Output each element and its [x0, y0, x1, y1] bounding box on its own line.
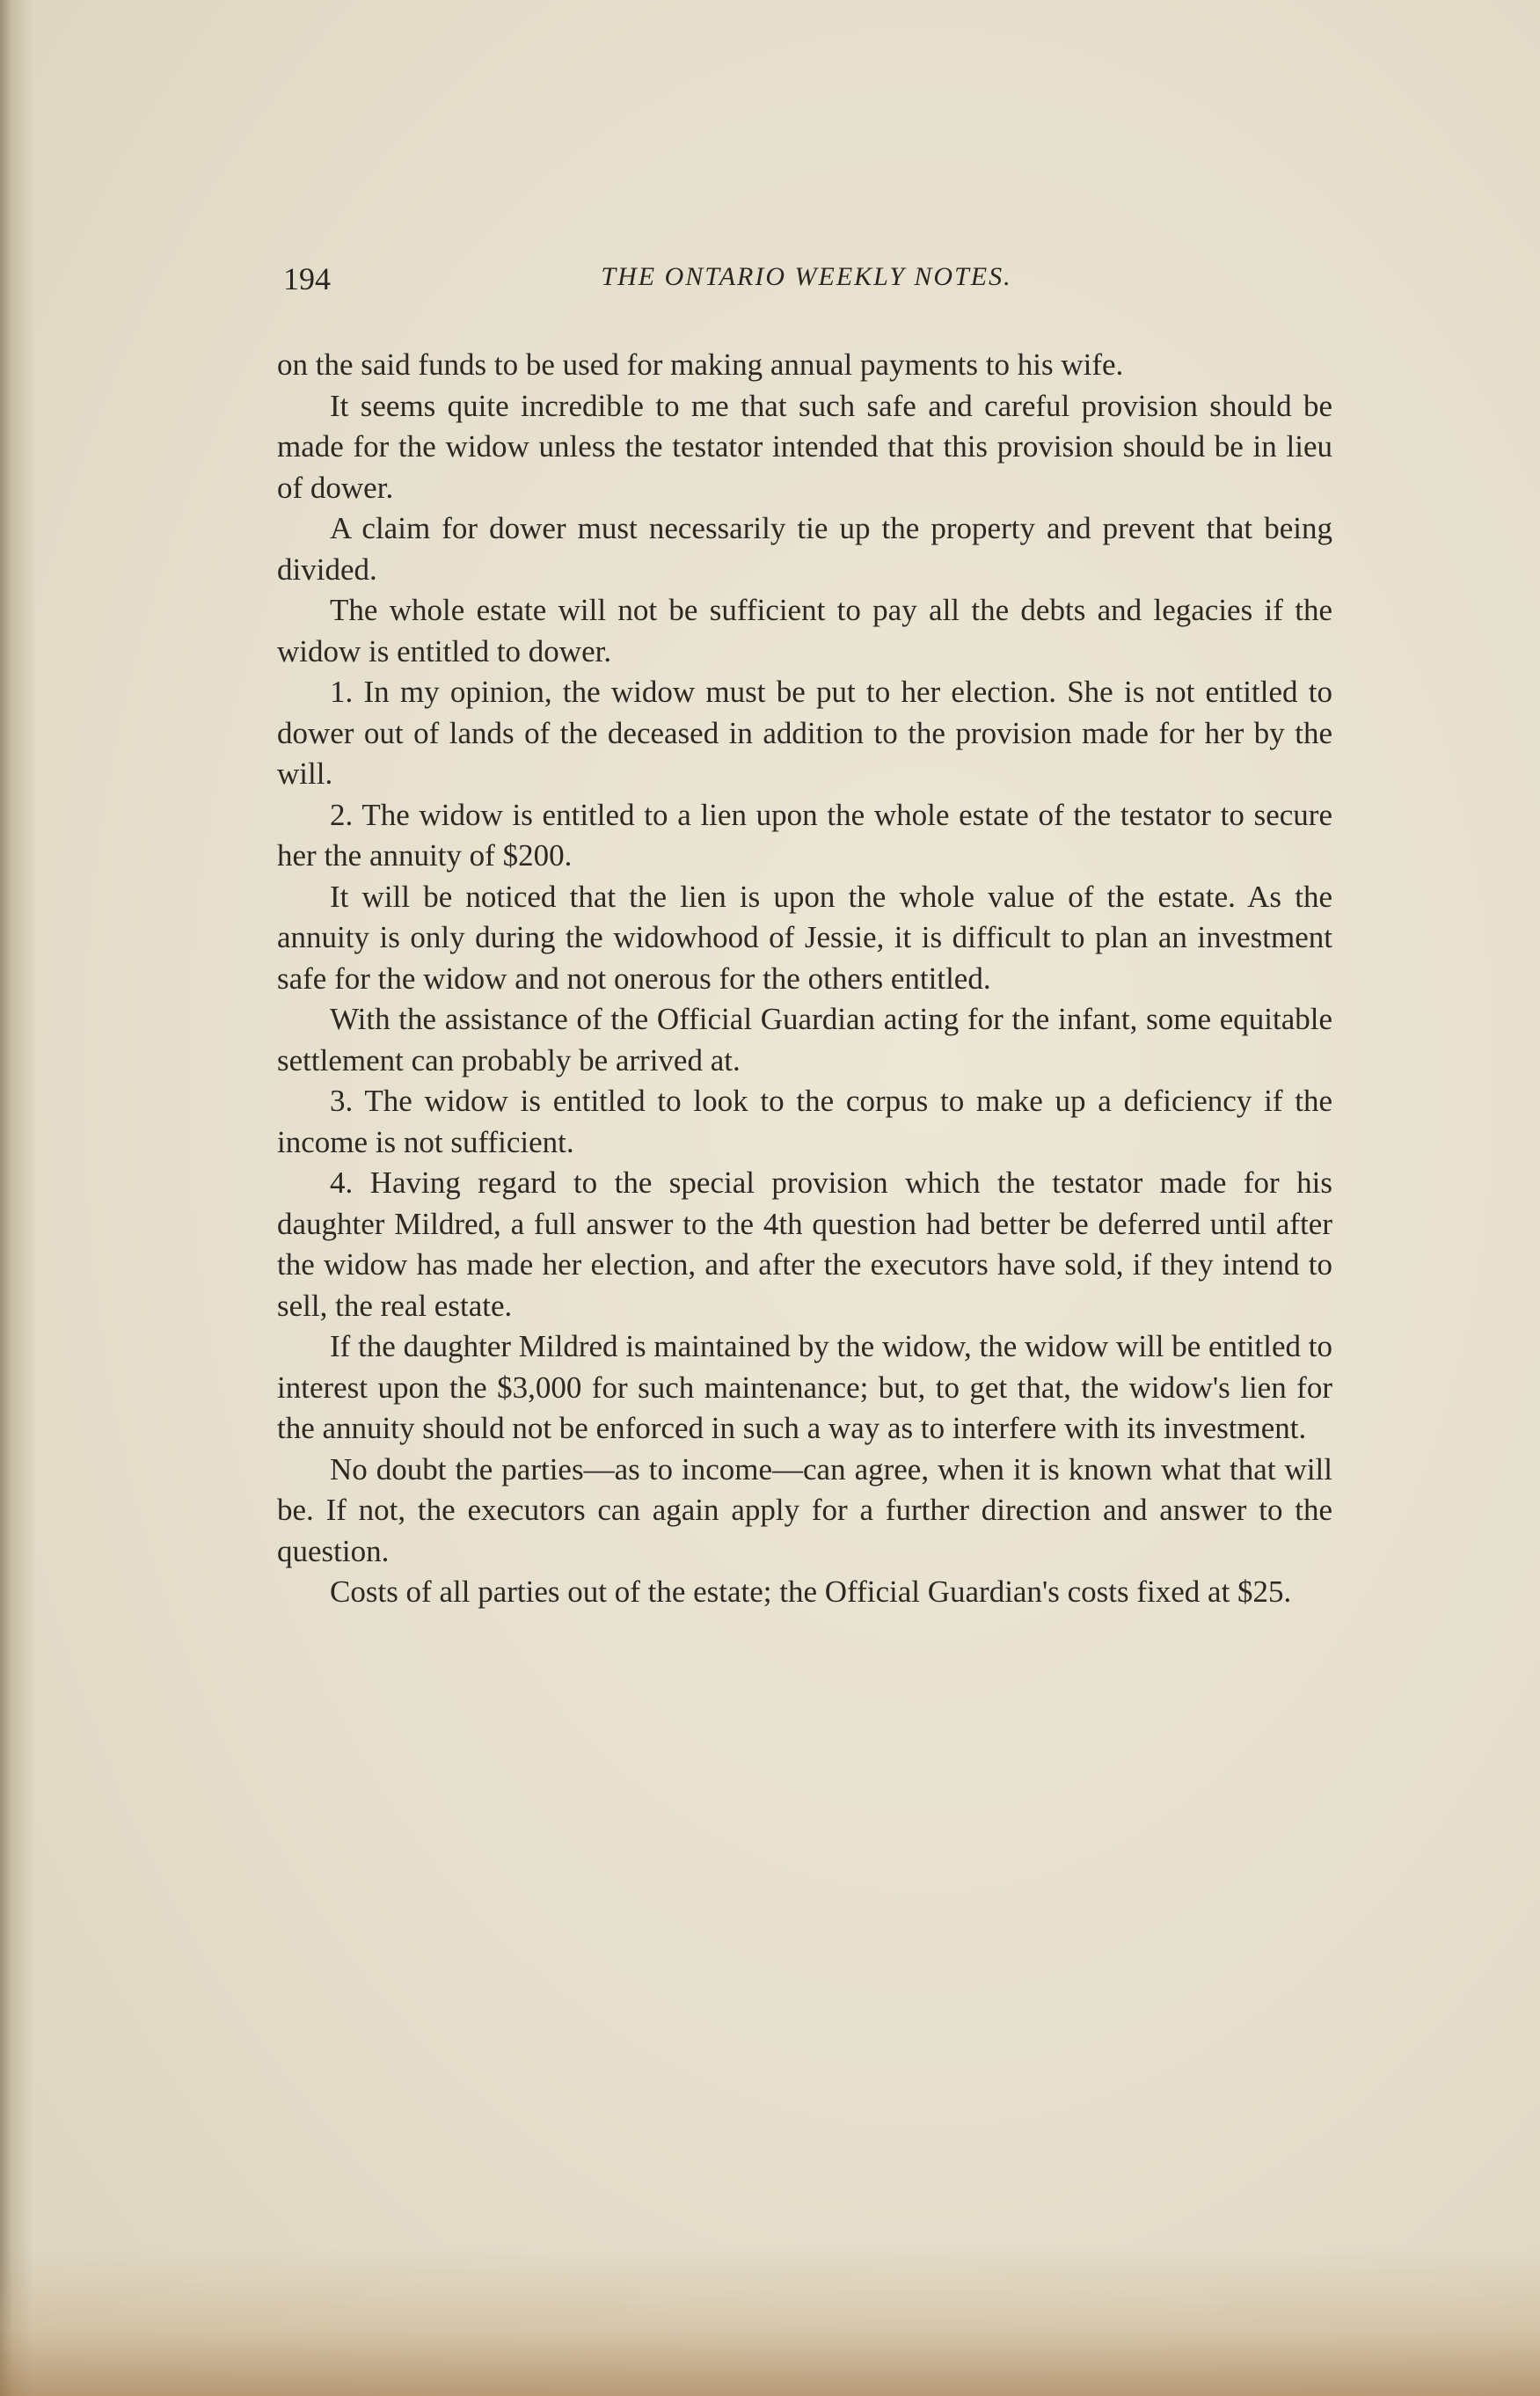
paragraph: 2. The widow is entitled to a lien upon the whole estate of the testator to secure her the annuity of $200. [277, 797, 1332, 873]
running-title: THE ONTARIO WEEKLY NOTES. [601, 262, 1012, 291]
paragraph: It seems quite incredible to me that such safe and careful provision should be made for the widow unless the testator intended that this provision should be in lieu of dower. [277, 388, 1332, 505]
paragraph: The whole estate will not be sufficient to pay all the debts and legacies if the widow is entitled to dower. [277, 593, 1332, 668]
paragraph: 4. Having regard to the special provision which the testator made for his daughter Mildred, a full answer to the 4th question had better be deferred until after the widow has made her election, and after the executors have sold, if they intend to sell, the real estate. [277, 1165, 1332, 1323]
paragraph: on the said funds to be used for making annual payments to his wife. [277, 347, 1124, 382]
paragraph: It will be noticed that the lien is upon the whole value of the estate. As the annuity is only during the widowhood of Jessie, it is difficult to plan an investment safe for the widow and not onerous for the others entitled. [277, 879, 1332, 996]
paragraph: Costs of all parties out of the estate; the Official Guardian's costs fixed at $25. [330, 1574, 1292, 1609]
page-number: 194 [283, 261, 331, 296]
page-stain [0, 2246, 1540, 2396]
paragraph: No doubt the parties—as to income—can agree, when it is known what that will be. If not, the executors can again apply for a further direction and answer to the question. [277, 1451, 1332, 1568]
paragraph: A claim for dower must necessarily tie up the property and prevent that being divided. [277, 511, 1332, 587]
paragraph: If the daughter Mildred is maintained by the widow, the widow will be entitled to interest upon the $3,000 for such maintenance; but, to get that, the widow's lien for the annuity should not be enforced in such a way as to interfere with its investment. [277, 1329, 1332, 1445]
page-binding-edge [0, 0, 35, 2396]
paragraph: With the assistance of the Official Guardian acting for the infant, some equitable settlement can probably be arrived at. [277, 1002, 1332, 1077]
paragraph: 3. The widow is entitled to look to the corpus to make up a deficiency if the income is not sufficient. [277, 1084, 1332, 1159]
page-header [283, 260, 1330, 296]
body-text [277, 345, 1332, 1613]
paragraph: 1. In my opinion, the widow must be put to her election. She is not entitled to dower out of lands of the deceased in addition to the provision made for her by the will. [277, 675, 1332, 791]
